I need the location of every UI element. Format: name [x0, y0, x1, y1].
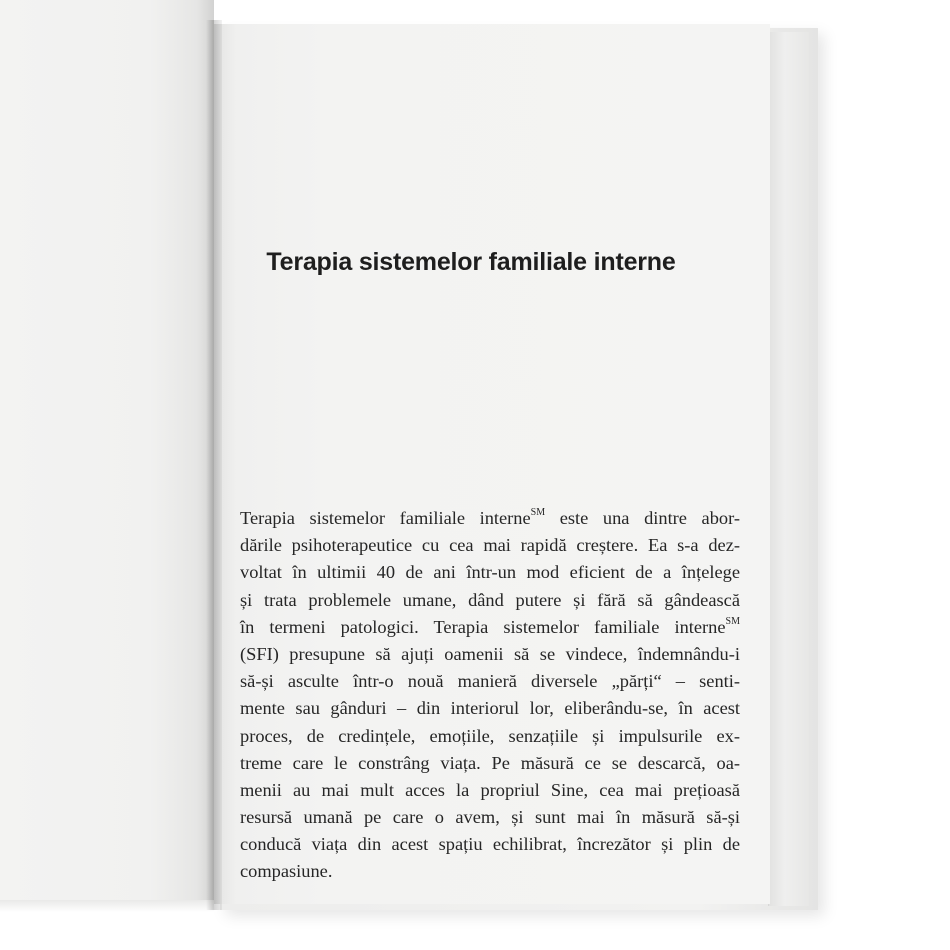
body-paragraph [240, 505, 740, 886]
paragraph-line-text: conducă viața din acest spațiu echilibrat, încrezător și plin de [240, 834, 740, 855]
paragraph-line [240, 668, 740, 695]
paragraph-line [240, 587, 740, 614]
paragraph-line [240, 559, 740, 586]
paragraph-line [240, 723, 740, 750]
paragraph-line-text: și trata problemele umane, dând putere și fără să gândească [240, 589, 740, 610]
paragraph-line [240, 641, 740, 668]
paragraph-line [240, 777, 740, 804]
paragraph-line [240, 750, 740, 777]
paragraph-line [240, 695, 740, 722]
left-page-edge [0, 900, 214, 912]
paragraph-line-text: dările psihoterapeutice cu cea mai rapidă creștere. Ea s-a dez- [240, 535, 740, 556]
paragraph-line-text-after: este una dintre abor- [545, 508, 740, 528]
paragraph-line-text: treme care le constrâng viața. Pe măsură ce se descarcă, oa- [240, 752, 740, 773]
paragraph-line [240, 858, 740, 885]
paragraph-line [240, 532, 740, 559]
paragraph-line-text: să-și asculte într-o nouă manieră diversele „părți“ – senti- [240, 671, 740, 692]
paragraph-line-text: Terapia sistemelor familiale interne [240, 508, 531, 528]
paragraph-line-text: voltat în ultimii 40 de ani într-un mod eficient de a înțelege [240, 562, 740, 583]
paragraph-line [240, 505, 740, 532]
paragraph-line-text: menii au mai mult acces la propriul Sine, cea mai prețioasă [240, 779, 740, 800]
paragraph-line-text: proces, de credințele, emoțiile, senzațiile și impulsurile ex- [240, 725, 740, 746]
service-mark-superscript: SM [530, 506, 546, 518]
paragraph-line [240, 614, 740, 641]
paragraph-line [240, 831, 740, 858]
paragraph-line-text: (SFI) presupune să ajuți oamenii să se vindece, îndemnându-i [240, 643, 740, 664]
page-stack-edge [768, 32, 809, 906]
paragraph-line-text: resursă umană pe care o avem, și sunt mai în măsură să-și [240, 807, 740, 828]
service-mark-superscript: SM [725, 615, 740, 627]
paragraph-line-text: compasiune. [240, 861, 333, 882]
paragraph-line-text: în termeni patologici. Terapia sistemelor familiale interne [240, 616, 726, 637]
left-page [0, 0, 214, 906]
paragraph-line [240, 804, 740, 831]
paragraph-line-text: mente sau gânduri – din interiorul lor, eliberându-se, în acest [240, 698, 740, 719]
chapter-title: Terapia sistemelor familiale interne [266, 248, 676, 276]
book-spine-shadow [206, 20, 222, 910]
